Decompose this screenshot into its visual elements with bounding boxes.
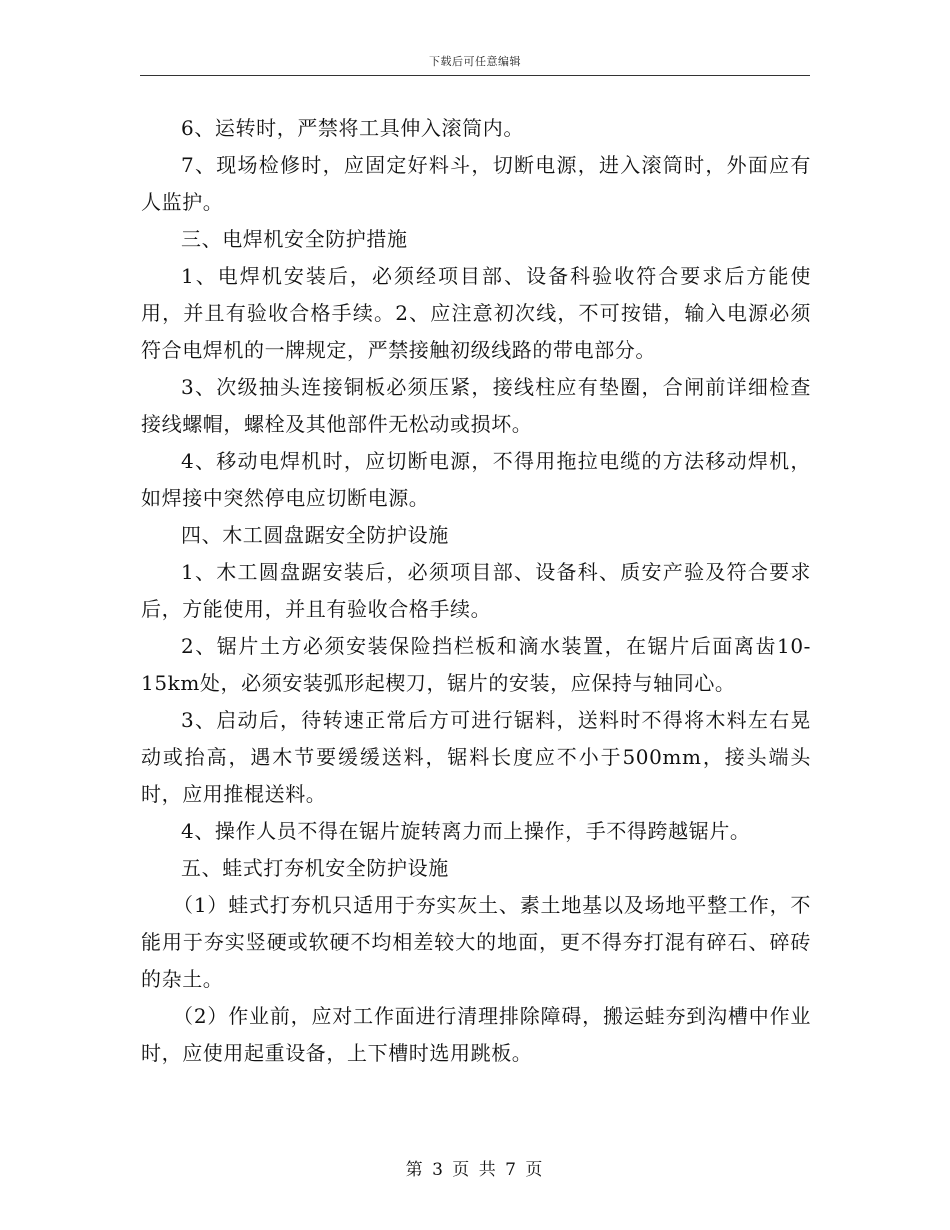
paragraph-13: （1）蛙式打夯机只适用于夯实灰土、素土地基以及场地平整工作，不能用于夯实竖硬或软硬不均相差较大的地面，更不得夯打混有碎石、碎砖的杂土。 xyxy=(141,893,811,991)
section-heading-3: 三、电焊机安全防护措施 xyxy=(181,227,408,251)
paragraph-14: （2）作业前，应对工作面进行清理排除障碍，搬运蛙夯到沟槽中作业时，应使用起重设备，上下槽时选用跳板。 xyxy=(141,1004,811,1065)
page-number-footer: 第 3 页 共 7 页 xyxy=(405,1160,545,1180)
section-heading-4: 四、木工圆盘踞安全防护设施 xyxy=(181,523,449,547)
paragraph-4: 1、电焊机安装后，必须经项目部、设备科验收符合要求后方能使用，并且有验收合格手续。2、应注意初次线，不可按错，输入电源必须符合电焊机的一牌规定，严禁接触初级线路的带电部分。 xyxy=(141,264,811,362)
paragraph-5: 3、次级抽头连接铜板必须压紧，接线柱应有垫圈，合闸前详细检查接线螺帽，螺栓及其他部件无松动或损坏。 xyxy=(141,375,811,436)
paragraph-9: 2、锯片土方必须安装保险挡栏板和滴水装置，在锯片后面离齿10-15km处，必须安装弧形起楔刀，锯片的安装，应保持与轴同心。 xyxy=(141,634,811,695)
paragraph-10: 3、启动后，待转速正常后方可进行锯料，送料时不得将木料左右晃动或抬高，遇木节要缓缓送料，锯料长度应不小于500mm，接头端头时，应用推棍送料。 xyxy=(141,708,811,806)
header-divider xyxy=(140,75,810,76)
paragraph-2: 7、现场检修时，应固定好料斗，切断电源，进入滚筒时，外面应有人监护。 xyxy=(141,153,811,214)
section-heading-5: 五、蛙式打夯机安全防护设施 xyxy=(181,856,449,880)
paragraph-8: 1、木工圆盘踞安装后，必须项目部、设备科、质安产验及符合要求后，方能使用，并且有验收合格手续。 xyxy=(141,560,811,621)
page-header: 下载后可任意编辑 xyxy=(429,55,521,68)
paragraph-6: 4、移动电焊机时，应切断电源，不得用拖拉电缆的方法移动焊机，如焊接中突然停电应切断电源。 xyxy=(141,449,811,510)
paragraph-1: 6、运转时，严禁将工具伸入滚筒内。 xyxy=(181,116,524,140)
paragraph-11: 4、操作人员不得在锯片旋转离力而上操作，手不得跨越锯片。 xyxy=(181,819,751,843)
document-body xyxy=(141,110,811,1072)
